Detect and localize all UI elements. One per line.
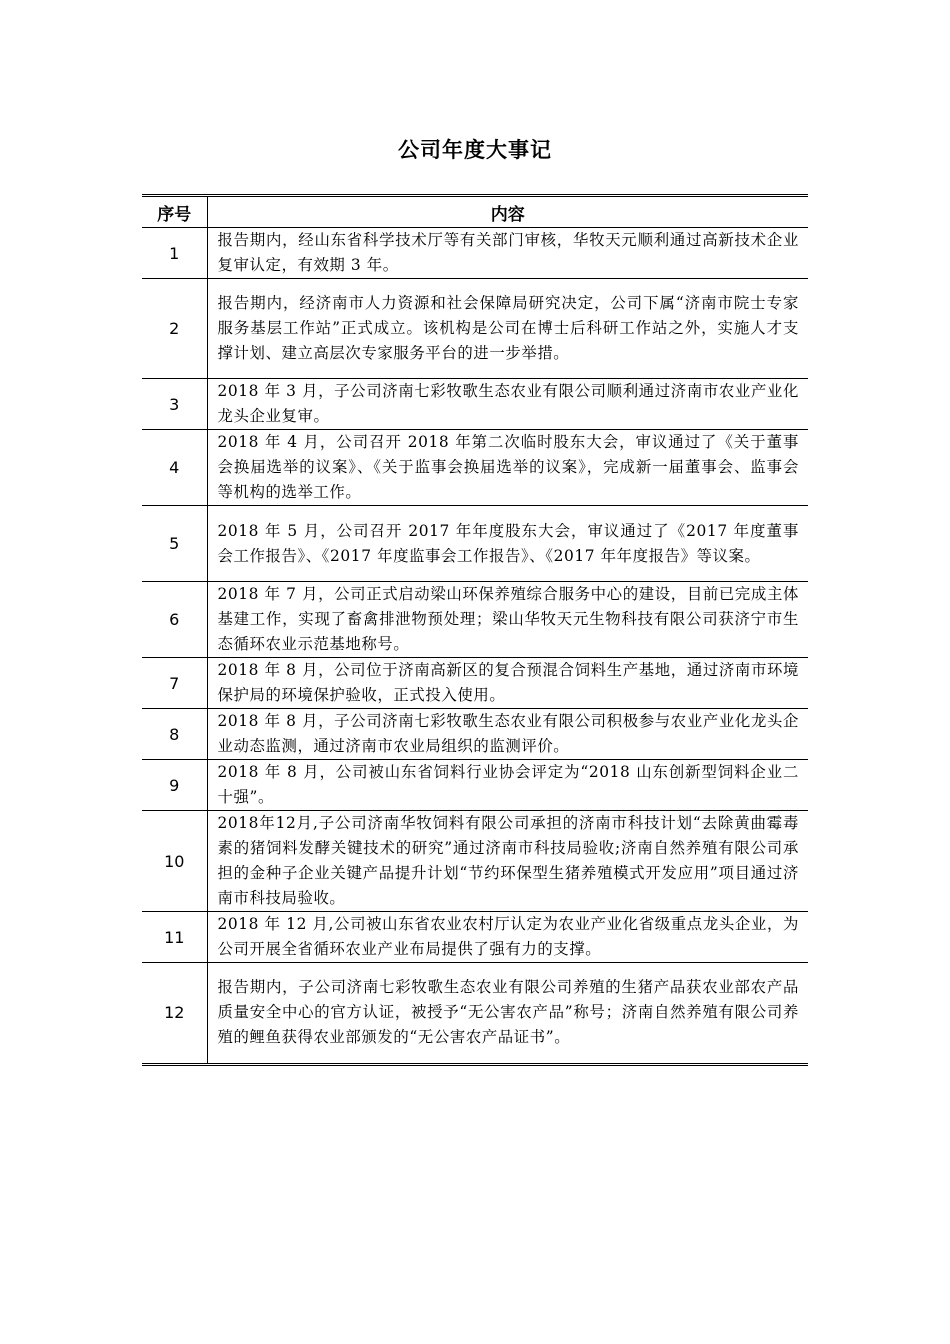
table-row bbox=[142, 582, 808, 658]
row-content: 2018 年 8 月，公司被山东省饲料行业协会评定为“2018 山东创新型饲料企业二十强”。 bbox=[207, 760, 808, 811]
table-header-row bbox=[142, 197, 808, 228]
row-content: 报告期内，子公司济南七彩牧歌生态农业有限公司养殖的生猪产品获农业部农产品质量安全中心的官方认证，被授予“无公害农产品”称号；济南自然养殖有限公司养殖的鲤鱼获得农业部颁发的“无公害农产品证书”。 bbox=[217, 978, 799, 1047]
row-content: 2018 年 3 月，子公司济南七彩牧歌生态农业有限公司顺利通过济南市农业产业化龙头企业复审。 bbox=[207, 379, 808, 430]
table-row bbox=[142, 760, 808, 811]
row-no: 1 bbox=[142, 228, 207, 279]
table-row bbox=[142, 811, 808, 912]
row-no: 4 bbox=[142, 430, 207, 506]
header-no: 序号 bbox=[142, 197, 207, 228]
table-row bbox=[142, 506, 808, 582]
page-title: 公司年度大事记 bbox=[398, 138, 552, 162]
table-row bbox=[142, 279, 808, 379]
table-row bbox=[142, 658, 808, 709]
row-no: 2 bbox=[142, 279, 207, 379]
table-row bbox=[142, 228, 808, 279]
row-content: 报告期内，经山东省科学技术厅等有关部门审核，华牧天元顺利通过高新技术企业复审认定，有效期 3 年。 bbox=[207, 228, 808, 279]
row-content: 2018 年 8 月，公司位于济南高新区的复合预混合饲料生产基地，通过济南市环境保护局的环境保护验收，正式投入使用。 bbox=[207, 658, 808, 709]
table-row bbox=[142, 963, 808, 1063]
row-no: 10 bbox=[142, 811, 207, 912]
row-no: 7 bbox=[142, 658, 207, 709]
events-table-container bbox=[142, 194, 808, 1066]
table-row bbox=[142, 379, 808, 430]
row-no: 9 bbox=[142, 760, 207, 811]
table-row bbox=[142, 912, 808, 963]
row-content: 2018年12月,子公司济南华牧饲料有限公司承担的济南市科技计划“去除黄曲霉毒素的猪饲料发酵关键技术的研究”通过济南市科技局验收;济南自然养殖有限公司承担的金种子企业关键产品提升计划“节约环保型生猪养殖模式开发应用”项目通过济南市科技局验收。 bbox=[207, 811, 808, 912]
row-no: 6 bbox=[142, 582, 207, 658]
header-content: 内容 bbox=[207, 197, 808, 228]
row-no: 11 bbox=[142, 912, 207, 963]
row-content: 2018 年 8 月，子公司济南七彩牧歌生态农业有限公司积极参与农业产业化龙头企业动态监测，通过济南市农业局组织的监测评价。 bbox=[207, 709, 808, 760]
row-no: 8 bbox=[142, 709, 207, 760]
row-content: 2018 年 7 月，公司正式启动梁山环保养殖综合服务中心的建设，目前已完成主体基建工作，实现了畜禽排泄物预处理；梁山华牧天元生物科技有限公司获济宁市生态循环农业示范基地称号。 bbox=[207, 582, 808, 658]
row-no: 12 bbox=[142, 963, 207, 1063]
table-row bbox=[142, 430, 808, 506]
row-content: 2018 年 5 月，公司召开 2017 年年度股东大会，审议通过了《2017 年度董事会工作报告》、《2017 年度监事会工作报告》、《2017 年年度报告》等议案。 bbox=[207, 506, 808, 582]
table-row bbox=[142, 709, 808, 760]
row-content: 2018 年 4 月，公司召开 2018 年第二次临时股东大会，审议通过了《关于董事会换届选举的议案》、《关于监事会换届选举的议案》，完成新一届董事会、监事会等机构的选举工作。 bbox=[207, 430, 808, 506]
events-table bbox=[142, 197, 808, 1063]
row-content: 2018 年 12 月,公司被山东省农业农村厅认定为农业产业化省级重点龙头企业，为公司开展全省循环农业产业布局提供了强有力的支撑。 bbox=[207, 912, 808, 963]
row-no: 3 bbox=[142, 379, 207, 430]
row-no: 5 bbox=[142, 506, 207, 582]
row-content: 报告期内，经济南市人力资源和社会保障局研究决定，公司下属“济南市院士专家服务基层工作站”正式成立。该机构是公司在博士后科研工作站之外，实施人才支撑计划、建立高层次专家服务平台的进一步举措。 bbox=[207, 279, 808, 379]
